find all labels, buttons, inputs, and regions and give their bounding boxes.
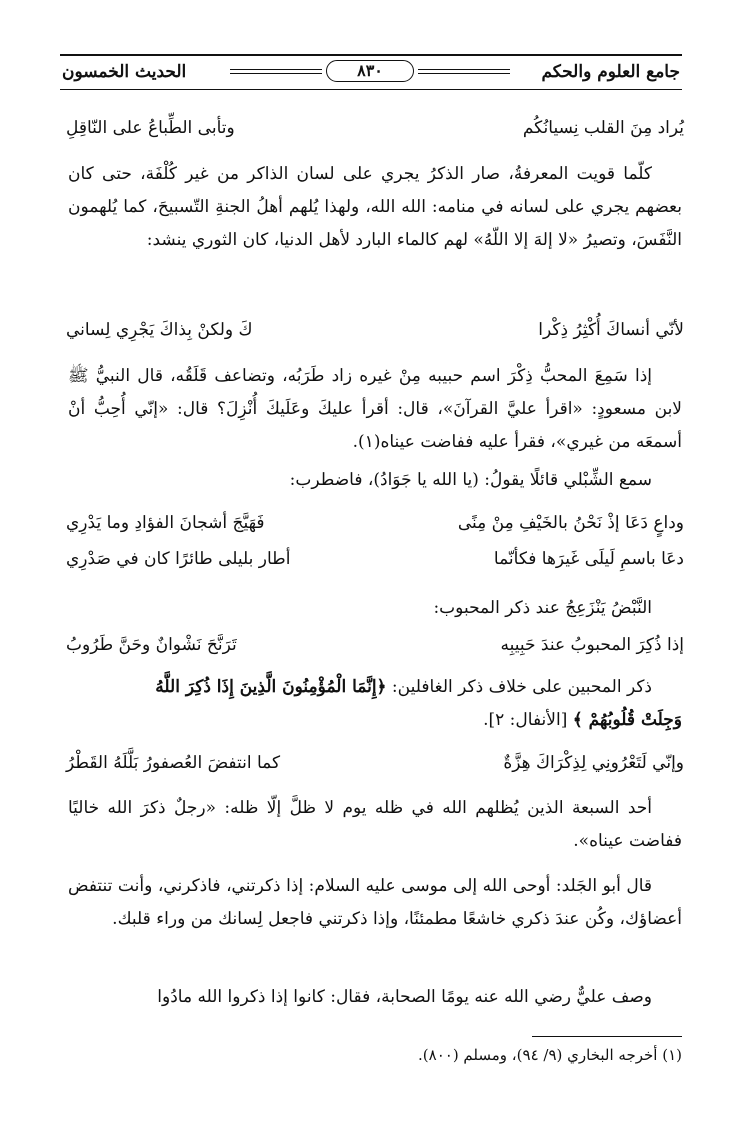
ornament-rule-right [418,69,510,74]
poem-verse-6 [66,753,684,785]
verse-second-hemistich: أطار بليلى طائرًا كان في صَدْرِي [66,549,291,569]
paragraph-3: سمع الشِّبْلي قائلًا يقولُ: (يا الله يا جَوَادُ)، فاضطرب: [289,470,652,490]
paragraph-5-line-2 [68,709,682,730]
verse-first-hemistich: دعَا باسمِ لَيلَى غَيرَها فكأنّما [493,549,684,569]
page-number: ٨٣٠ [326,60,414,82]
verse-second-hemistich: كَ ولكنْ بِذاكَ يَجْرِي لِساني [66,320,253,340]
quran-verse: ﴿إِنَّمَا الْمُؤْمِنُونَ الَّذِينَ إِذَا ذُكِرَ اللَّهُ [155,677,387,697]
ornament-rule-left [230,69,322,74]
paragraph-5-text: ذكر المحبين على خلاف ذكر الغافلين: [386,677,652,697]
poem-verse-3 [66,513,684,545]
quran-reference: [الأنفال: ٢]. [483,710,573,730]
footnote: (١) أخرجه البخاري (٩/ ٩٤)، ومسلم (٨٠٠). [418,1046,682,1064]
verse-first-hemistich: وإنّي لَتَعْرُونِي لِذِكْرَاكَ هِزَّةٌ [503,753,684,773]
verse-second-hemistich: فَهَيَّجَ أشجانَ الفؤادِ وما يَدْرِي [66,513,265,533]
poem-verse-2 [66,320,684,352]
verse-first-hemistich: يُراد مِنَ القلب نِسيانُكُم [522,118,684,138]
verse-second-hemistich: وتأبى الطِّباعُ على النّاقِلِ [66,118,235,138]
paragraph-2: إذا سَمِعَ المحبُّ ذِكْرَ اسم حبيبه مِنْ غيره زاد طَرَبُه، وتضاعف قَلَقُه، قال النبيُّ ﷺ لابن مسعودٍ: «اقرأ عليَّ القرآنَ»، قال: أقرأ عليكَ وعَلَيكَ أُنْزِلَ؟ قال: «إنّي أُحِبُّ أنْ أسمعَه من غيري»، فقرأ عليه ففاضت عيناه(١). [68,366,682,452]
header-bottom-rule [60,89,682,90]
verse-first-hemistich: إذا ذُكِرَ المحبوبُ عندَ حَبِيبِه [500,635,684,655]
footnote-rule [532,1036,682,1037]
paragraph-1: كلّما قويت المعرفةُ، صار الذكرُ يجري على لسان الذاكر من غير كُلْفَة، حتى كان بعضهم يجري على لسانه في منامه: الله الله، ولهذا يُلهم أهلُ الجنةِ التّسبيحَ، كما يُلهمون النَّفَسَ، وتصيرُ «لا إلهَ إلا اللّهُ» لهم كالماء البارد لأهل الدنيا، كان الثوري ينشد: [68,164,682,250]
paragraph-6: أحد السبعة الذين يُظلهم الله في ظله يوم لا ظلَّ إلّا ظله: «رجلٌ ذكرَ الله خاليًا ففاضت عيناه». [68,798,682,851]
verse-second-hemistich: كما انتفضَ العُصفورُ بَلَّلَهُ القَطْرُ [66,753,281,773]
verse-first-hemistich: لأنّي أنساكَ أُكْثِرُ ذِكْرا [538,320,684,340]
poem-verse-1 [66,118,684,150]
paragraph-7: قال أبو الجَلد: أوحى الله إلى موسى عليه السلام: إذا ذكرتني، فاذكرني، وأنت تنتفض أعضاؤك، وكُن عندَ ذكري خاشعًا مطمئنًا، وإذا ذكرتني فاجعل لِسانك من وراء قلبك. [68,876,682,929]
paragraph-8: وصف عليٌّ رضي الله عنه يومًا الصحابة، فقال: كانوا إذا ذكروا الله مادُوا [157,987,652,1007]
header-top-rule [60,54,682,56]
paragraph-4: النَّبْضُ يَنْزَعِجُ عند ذكر المحبوب: [433,598,652,618]
page-number-ornament [230,60,510,82]
book-title: جامع العلوم والحكم [541,62,680,82]
poem-verse-5 [66,635,684,667]
quran-verse-continued: وَجِلَتْ قُلُوبُهُمْ ﴾ [572,710,682,730]
paragraph-5-line-1 [68,676,682,697]
running-header [60,54,682,90]
poem-verse-4 [66,549,684,581]
verse-first-hemistich: وداعٍ دَعَا إذْ نَحْنُ بالخَيْفِ مِنْ مِنًى [457,513,684,533]
verse-second-hemistich: تَرَنَّحَ نَشْوانٌ وحَنَّ طَرُوبُ [66,635,237,655]
chapter-title: الحديث الخمسون [62,62,187,82]
